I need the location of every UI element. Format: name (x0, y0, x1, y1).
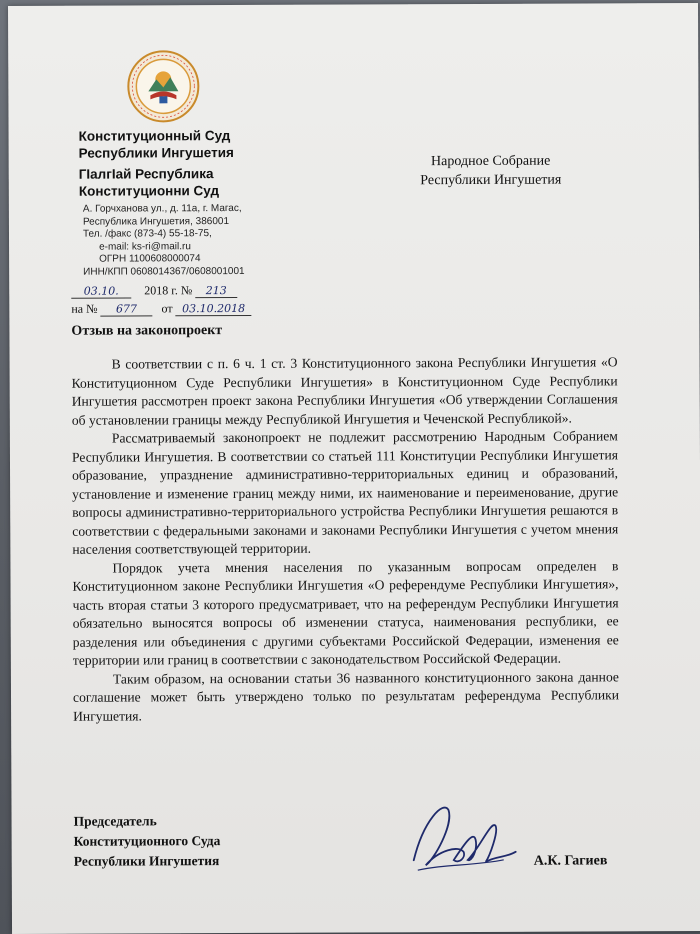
signatory-title-line2: Конституционного Суда (73, 833, 221, 849)
address-line1: А. Горчханова ул., д. 11а, г. Магас, (82, 202, 242, 215)
court-name-ing-line2: Конституционни Суд (78, 183, 220, 199)
signatory-title-line1: Председатель (73, 813, 157, 829)
ref-label: на № (71, 301, 98, 316)
ogrn-line: ОГРН 1100608000074 (99, 253, 201, 265)
phone-line: Тел. /факс (873-4) 55-18-75, (82, 228, 212, 240)
addressee-block (381, 151, 601, 190)
paragraph-2: Рассматриваемый законопроект не подлежит рассмотрению Народным Собранием Республики Ингушетия. В соответствии со статьей 111 Конституции Республики Ингушетия образование, упразднение административно-территориальных единиц и образований, установление и изменение границ между ними, их наименование и переименование, другие вопросы административно-территориального устройства Республики Ингушетия решаются в соответствии с федеральными законами и законами Республики Ингушетия с учетом мнения населения соответствующей территории. (71, 428, 619, 557)
court-name-ing-line1: ГІалгІай Республика (78, 166, 214, 182)
addressee-line2: Республики Ингушетия (420, 172, 562, 189)
signatory-title-line3: Республики Ингушетия (73, 853, 220, 869)
ref-number-handwritten: 677 (100, 302, 152, 316)
court-name-ru-line2: Республики Ингушетия (78, 145, 234, 161)
court-name-ing (79, 165, 219, 200)
email-line: e-mail: ks-ri@mail.ru (99, 240, 191, 253)
paragraph-1: В соответствии с п. 6 ч. 1 ст. 3 Конституционного закона Республики Ингушетия «О Конституционном Суде Республики Ингушетия» в Конституционном Суде Республики Ингушетия рассмотрен проект закона Республики Ингушетия «Об утверждении Соглашения об установлении границы между Республикой Ингушетия и Чеченской Республикой». (71, 354, 618, 428)
handwritten-signature (403, 790, 523, 881)
paragraph-3: Порядок учета мнения населения по указанным вопросам определен в Конституционном законе Республики Ингушетия «О референдуме Республики Ингушетия», часть вторая статьи 3 которого предусматривает, что на референдум Республики Ингушетия обязательно выносятся вопросы об изменении статуса, наименования республики, ее разделения или объединения с другими субъектами Российской Федерации, изменения ее территории или границ в соответствии с законодательством Российской Федерации. (72, 557, 619, 668)
court-emblem-icon (126, 49, 200, 123)
reg-year-text: 2018 г. № (144, 283, 193, 298)
letter-page (8, 3, 700, 934)
signer-name: А.К. Гагиев (533, 853, 608, 869)
signatory-title (74, 811, 221, 872)
reg-date-handwritten: 03.10. (71, 284, 131, 298)
letter-subject: Отзыв на законопроект (71, 323, 223, 339)
ref-from-label: от (161, 301, 173, 316)
addressee-line1: Народное Собрание (430, 153, 551, 170)
letter-body (72, 353, 620, 725)
court-name-ru-line1: Конституционный Суд (78, 128, 231, 144)
reference-line (71, 301, 251, 317)
ref-date-handwritten: 03.10.2018 (176, 302, 252, 316)
registration-line (71, 283, 237, 299)
court-contacts (83, 203, 245, 279)
paragraph-4: Таким образом, на основании статьи 36 названного конституционного закона данное соглашение может быть утверждено только по результатам референдума Республики Ингушетия. (72, 668, 620, 724)
reg-number-handwritten: 213 (195, 284, 237, 298)
address-line2: Республика Ингушетия, 386001 (82, 215, 230, 228)
court-name-ru (79, 127, 234, 162)
inn-line: ИНН/КПП 0608014367/0608001001 (83, 265, 245, 278)
